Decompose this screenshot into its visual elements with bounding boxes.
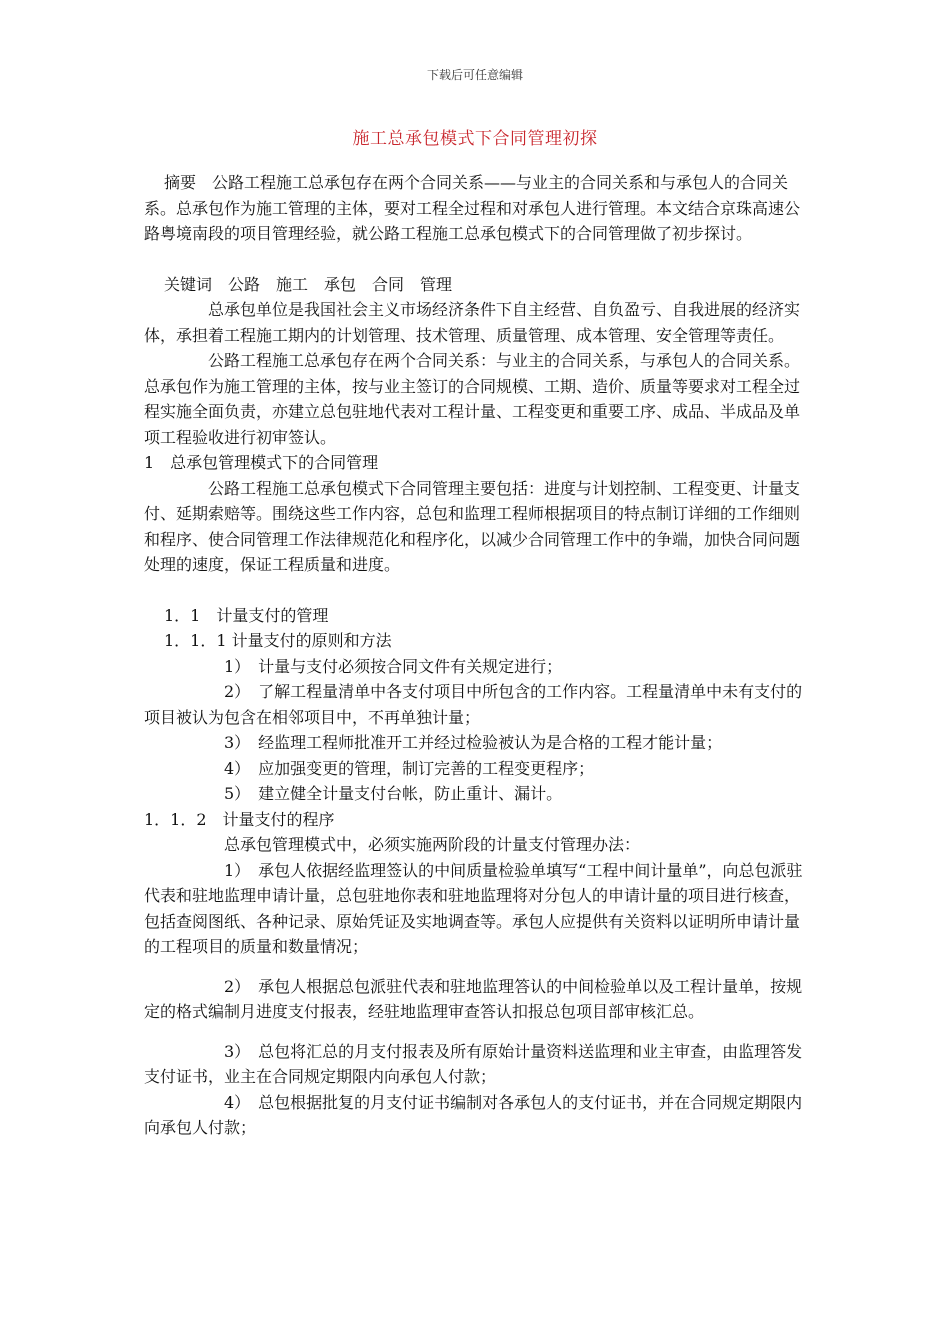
section-1-1-1-heading: 1．1．1 计量支付的原则和方法	[164, 631, 392, 650]
procedure-item: 3） 总包将汇总的月支付报表及所有原始计量资料送监理和业主审查，由监理答发支付证书，业主在合同规定期限内向承包人付款；	[144, 1041, 803, 1086]
procedure-item: 2） 承包人根据总包派驻代表和驻地监理答认的中间检验单以及工程计量单，按规定的格式编制月进度支付报表，经驻地监理审查答认扣报总包项目部审核汇总。	[144, 976, 803, 1021]
document-title: 施工总承包模式下合同管理初探	[352, 129, 598, 149]
principle-item: 5） 建立健全计量支付台帐，防止重计、漏计。	[224, 784, 563, 803]
intro-paragraph-1: 总承包单位是我国社会主义市场经济条件下自主经营、自负盈亏、自我进展的经济实体，承担着工程施工期内的计划管理、技术管理、质量管理、成本管理、安全管理等责任。	[144, 300, 801, 345]
procedure-intro: 总承包管理模式中，必须实施两阶段的计量支付管理办法：	[224, 835, 641, 854]
keywords-line: 关键词 公路 施工 承包 合同 管理	[164, 274, 453, 294]
document-body	[144, 170, 814, 1141]
section-1-paragraph: 公路工程施工总承包模式下合同管理主要包括：进度与计划控制、工程变更、计量支付、延期索赔等。围绕这些工作内容，总包和监理工程师根据项目的特点制订详细的工作细则和程序、使合同管理工作法律规范化和程序化，以减少合同管理工作中的争端，加快合同问题处理的速度，保证工程质量和进度。	[144, 478, 801, 574]
header-note: 下载后可任意编辑	[426, 68, 523, 82]
procedure-item: 4） 总包根据批复的月支付证书编制对各承包人的支付证书，并在合同规定期限内向承包人付款；	[144, 1092, 803, 1137]
section-1-1-heading: 1．1 计量支付的管理	[164, 605, 329, 625]
principle-item: 1） 计量与支付必须按合同文件有关规定进行；	[224, 656, 563, 676]
principle-item: 4） 应加强变更的管理，制订完善的工程变更程序；	[224, 758, 595, 778]
section-1-1-2-heading: 1．1．2 计量支付的程序	[144, 809, 335, 829]
procedure-item: 1） 承包人依据经监理签认的中间质量检验单填写“工程中间计量单”，向总包派驻代表和驻地监理申请计量，总包驻地你表和驻地监理将对分包人的申请计量的项目进行核查，包括查阅图纸、各种记录、原始凭证及实地调查等。承包人应提供有关资料以证明所申请计量的工程项目的质量和数量情况；	[144, 860, 803, 956]
principle-item: 3） 经监理工程师批准开工并经过检验被认为是合格的工程才能计量；	[224, 733, 723, 752]
principle-item: 2） 了解工程量清单中各支付项目中所包含的工作内容。工程量清单中未有支付的项目被认为包含在相邻项目中，不再单独计量；	[144, 682, 803, 727]
abstract-paragraph: 摘要 公路工程施工总承包存在两个合同关系——与业主的合同关系和与承包人的合同关系。总承包作为施工管理的主体，要对工程全过程和对承包人进行管理。本文结合京珠高速公路粤境南段的项目管理经验，就公路工程施工总承包模式下的合同管理做了初步探讨。	[144, 173, 801, 243]
section-1-heading: 1 总承包管理模式下的合同管理	[144, 453, 379, 472]
intro-paragraph-2: 公路工程施工总承包存在两个合同关系：与业主的合同关系，与承包人的合同关系。总承包作为施工管理的主体，按与业主签订的合同规模、工期、造价、质量等要求对工程全过程实施全面负责，亦建立总包驻地代表对工程计量、工程变更和重要工序、成品、半成品及单项工程验收进行初审签认。	[144, 351, 801, 447]
